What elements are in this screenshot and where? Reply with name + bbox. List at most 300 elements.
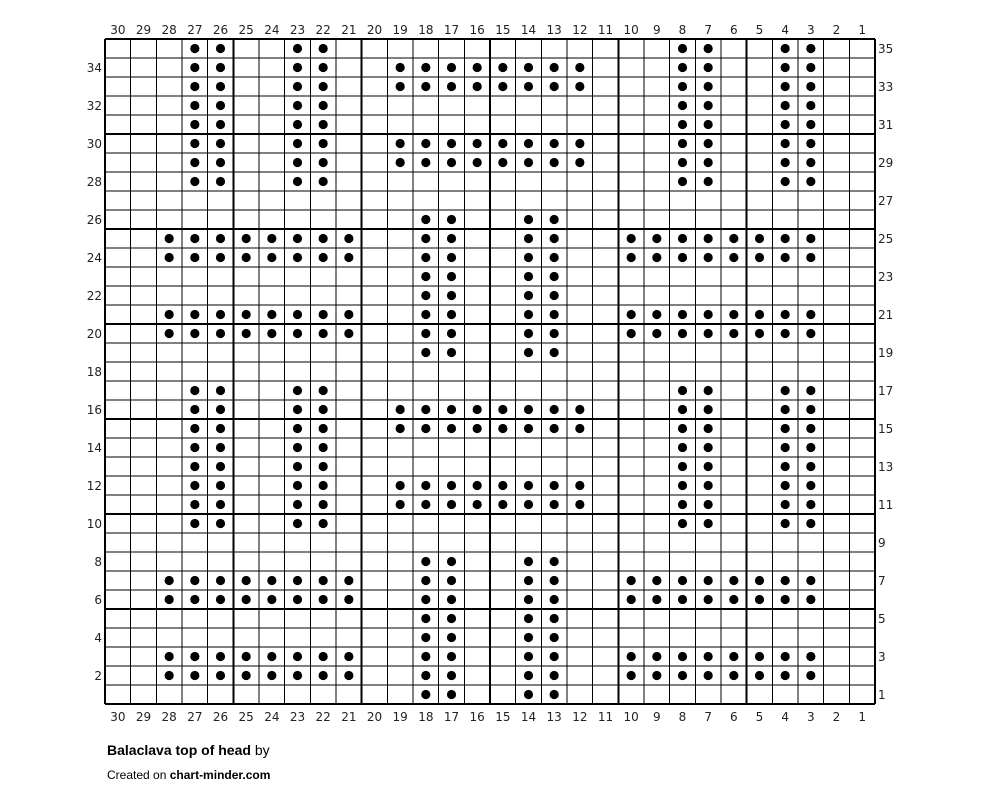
stitch-dot (627, 253, 636, 262)
column-label-top: 12 (572, 23, 588, 37)
stitch-dot (396, 158, 405, 167)
stitch-dot (575, 82, 584, 91)
column-label-top: 18 (418, 23, 434, 37)
stitch-dot (524, 291, 533, 300)
stitch-dot (447, 329, 456, 338)
stitch-dot (781, 671, 790, 680)
stitch-dot (190, 329, 199, 338)
stitch-dot (678, 595, 687, 604)
row-label-right: 1 (878, 688, 886, 702)
stitch-dot (524, 348, 533, 357)
stitch-dot (678, 329, 687, 338)
stitch-dot (524, 614, 533, 623)
stitch-dot (781, 652, 790, 661)
stitch-dot (319, 329, 328, 338)
stitch-dot (652, 253, 661, 262)
created-on-label: Created on (107, 768, 167, 782)
stitch-dot (524, 690, 533, 699)
stitch-dot (165, 310, 174, 319)
stitch-dot (550, 595, 559, 604)
stitch-dot (678, 481, 687, 490)
row-label-right: 3 (878, 650, 886, 664)
stitch-dot (550, 291, 559, 300)
stitch-dot (319, 462, 328, 471)
stitch-dot (806, 595, 815, 604)
row-label-right: 9 (878, 536, 886, 550)
stitch-dot (781, 139, 790, 148)
chart-caption (107, 742, 270, 758)
column-label-bottom: 15 (495, 710, 511, 724)
stitch-dot (319, 576, 328, 585)
column-label-bottom: 19 (392, 710, 408, 724)
stitch-dot (755, 329, 764, 338)
stitch-dot (190, 82, 199, 91)
stitch-dot (678, 139, 687, 148)
stitch-dot (319, 424, 328, 433)
stitch-dot (473, 82, 482, 91)
stitch-dot (319, 101, 328, 110)
stitch-dot (524, 671, 533, 680)
column-label-top: 13 (546, 23, 562, 37)
stitch-dot (652, 310, 661, 319)
row-label-right: 33 (878, 80, 894, 94)
stitch-dot (678, 101, 687, 110)
column-label-bottom: 22 (315, 710, 331, 724)
stitch-dot (678, 310, 687, 319)
stitch-dot (421, 215, 430, 224)
stitch-dot (216, 405, 225, 414)
stitch-dot (190, 44, 199, 53)
stitch-dot (421, 272, 430, 281)
stitch-dot (293, 234, 302, 243)
stitch-dot (550, 652, 559, 661)
stitch-dot (498, 82, 507, 91)
stitch-dot (319, 63, 328, 72)
stitch-dot (473, 63, 482, 72)
stitch-dot (550, 576, 559, 585)
stitch-dot (678, 462, 687, 471)
stitch-dot (242, 310, 251, 319)
stitch-dot (781, 329, 790, 338)
stitch-dot (216, 101, 225, 110)
stitch-dot (678, 443, 687, 452)
stitch-dot (652, 329, 661, 338)
row-label-left: 22 (86, 289, 102, 303)
stitch-dot (550, 614, 559, 623)
column-label-bottom: 10 (623, 710, 639, 724)
stitch-dot (704, 519, 713, 528)
stitch-dot (319, 386, 328, 395)
stitch-dot (216, 595, 225, 604)
stitch-dot (652, 671, 661, 680)
credit-line (107, 768, 270, 782)
stitch-dot (550, 405, 559, 414)
stitch-dot (678, 671, 687, 680)
stitch-dot (293, 120, 302, 129)
column-label-top: 15 (495, 23, 511, 37)
column-label-bottom: 26 (212, 710, 229, 724)
column-label-top: 29 (135, 23, 152, 37)
stitch-dot (190, 424, 199, 433)
stitch-dot (216, 82, 225, 91)
row-label-right: 35 (878, 42, 894, 56)
stitch-dot (447, 253, 456, 262)
stitch-dot (652, 652, 661, 661)
stitch-dot (550, 329, 559, 338)
stitch-dot (678, 120, 687, 129)
row-label-left: 30 (86, 137, 102, 151)
stitch-dot (293, 500, 302, 509)
stitch-dot (498, 158, 507, 167)
stitch-dot (806, 671, 815, 680)
stitch-dot (216, 386, 225, 395)
stitch-dot (293, 652, 302, 661)
stitch-dot (704, 329, 713, 338)
stitch-dot (678, 82, 687, 91)
stitch-dot (421, 405, 430, 414)
stitch-dot (627, 671, 636, 680)
stitch-dot (755, 595, 764, 604)
stitch-dot (242, 652, 251, 661)
stitch-dot (319, 253, 328, 262)
stitch-dot (242, 595, 251, 604)
stitch-dot (524, 633, 533, 642)
stitch-dot (216, 652, 225, 661)
stitch-dot (293, 82, 302, 91)
stitch-dot (524, 63, 533, 72)
row-label-right: 15 (878, 422, 894, 436)
column-label-top: 22 (315, 23, 331, 37)
stitch-dot (293, 158, 302, 167)
stitch-dot (267, 576, 276, 585)
stitch-dot (781, 462, 790, 471)
stitch-dot (242, 234, 251, 243)
stitch-dot (319, 310, 328, 319)
stitch-dot (627, 329, 636, 338)
stitch-dot (575, 158, 584, 167)
stitch-dot (216, 576, 225, 585)
stitch-dot (473, 481, 482, 490)
stitch-dot (781, 234, 790, 243)
stitch-dot (575, 139, 584, 148)
stitch-dot (806, 82, 815, 91)
stitch-dot (473, 158, 482, 167)
stitch-dot (524, 215, 533, 224)
stitch-dot (421, 614, 430, 623)
stitch-dot (396, 500, 405, 509)
stitch-dot (190, 481, 199, 490)
stitch-dot (524, 405, 533, 414)
column-label-bottom: 20 (366, 710, 383, 724)
stitch-dot (729, 671, 738, 680)
stitch-dot (267, 652, 276, 661)
row-label-right: 13 (878, 460, 894, 474)
stitch-dot (165, 671, 174, 680)
stitch-dot (421, 82, 430, 91)
stitch-dot (447, 424, 456, 433)
column-label-top: 21 (341, 23, 357, 37)
stitch-dot (704, 177, 713, 186)
stitch-dot (421, 481, 430, 490)
row-label-left: 32 (86, 99, 102, 113)
stitch-dot (704, 481, 713, 490)
stitch-dot (165, 652, 174, 661)
column-label-top: 14 (520, 23, 537, 37)
stitch-dot (447, 595, 456, 604)
stitch-dot (293, 310, 302, 319)
stitch-dot (396, 63, 405, 72)
stitch-dot (704, 405, 713, 414)
stitch-dot (575, 481, 584, 490)
column-label-bottom: 4 (781, 710, 789, 724)
stitch-dot (216, 329, 225, 338)
stitch-dot (293, 44, 302, 53)
column-label-top: 5 (755, 23, 764, 37)
stitch-dot (652, 234, 661, 243)
stitch-dot (704, 652, 713, 661)
stitch-dot (396, 405, 405, 414)
stitch-dot (319, 234, 328, 243)
site-link[interactable]: chart-minder.com (169, 768, 271, 782)
column-label-bottom: 17 (443, 710, 460, 724)
stitch-dot (421, 234, 430, 243)
stitch-dot (781, 310, 790, 319)
stitch-dot (447, 652, 456, 661)
stitch-dot (524, 272, 533, 281)
stitch-dot (806, 481, 815, 490)
stitch-dot (550, 690, 559, 699)
stitch-dot (319, 500, 328, 509)
stitch-dot (165, 253, 174, 262)
stitch-dot (293, 329, 302, 338)
column-label-bottom: 5 (755, 710, 764, 724)
row-label-left: 4 (94, 631, 102, 645)
stitch-dot (704, 234, 713, 243)
stitch-dot (216, 44, 225, 53)
stitch-dot (447, 671, 456, 680)
stitch-dot (293, 481, 302, 490)
stitch-dot (524, 310, 533, 319)
stitch-dot (319, 671, 328, 680)
stitch-dot (678, 44, 687, 53)
row-label-right: 23 (878, 270, 894, 284)
stitch-dot (267, 234, 276, 243)
stitch-dot (704, 310, 713, 319)
column-label-top: 25 (238, 23, 254, 37)
stitch-dot (319, 519, 328, 528)
column-label-bottom: 7 (704, 710, 712, 724)
column-label-bottom: 11 (597, 710, 614, 724)
stitch-dot (165, 576, 174, 585)
stitch-dot (729, 234, 738, 243)
stitch-dot (447, 405, 456, 414)
stitch-dot (447, 690, 456, 699)
stitch-dot (652, 595, 661, 604)
stitch-dot (806, 177, 815, 186)
stitch-dot (216, 671, 225, 680)
stitch-dot (267, 671, 276, 680)
stitch-dot (678, 576, 687, 585)
stitch-dot (344, 652, 353, 661)
stitch-dot (704, 101, 713, 110)
stitch-dot (498, 500, 507, 509)
stitch-dot (729, 595, 738, 604)
stitch-dot (781, 158, 790, 167)
row-label-right: 21 (878, 308, 894, 322)
stitch-dot (806, 234, 815, 243)
column-label-bottom: 30 (110, 710, 126, 724)
stitch-dot (344, 234, 353, 243)
stitch-dot (806, 519, 815, 528)
stitch-dot (704, 595, 713, 604)
row-label-right: 19 (878, 346, 894, 360)
stitch-dot (806, 44, 815, 53)
stitch-dot (498, 405, 507, 414)
stitch-dot (524, 329, 533, 338)
row-label-right: 7 (878, 574, 886, 588)
stitch-dot (524, 595, 533, 604)
stitch-dot (216, 424, 225, 433)
stitch-dot (729, 310, 738, 319)
row-label-left: 14 (86, 441, 102, 455)
stitch-dot (729, 329, 738, 338)
chart-title: Balaclava top of head (107, 742, 251, 758)
stitch-dot (293, 519, 302, 528)
stitch-dot (319, 652, 328, 661)
row-label-left: 18 (86, 365, 102, 379)
column-label-bottom: 18 (418, 710, 434, 724)
stitch-dot (216, 158, 225, 167)
stitch-dot (781, 120, 790, 129)
stitch-dot (165, 329, 174, 338)
column-label-bottom: 23 (289, 710, 306, 724)
stitch-dot (165, 595, 174, 604)
stitch-dot (344, 329, 353, 338)
stitch-dot (550, 139, 559, 148)
stitch-dot (242, 329, 251, 338)
stitch-dot (781, 481, 790, 490)
stitch-dot (447, 139, 456, 148)
stitch-dot (704, 158, 713, 167)
stitch-dot (678, 652, 687, 661)
stitch-dot (524, 253, 533, 262)
stitch-dot (421, 253, 430, 262)
stitch-dot (447, 500, 456, 509)
stitch-dot (575, 500, 584, 509)
stitch-dot (319, 177, 328, 186)
stitch-dot (447, 272, 456, 281)
stitch-dot (293, 595, 302, 604)
stitch-dot (216, 481, 225, 490)
stitch-dot (652, 576, 661, 585)
column-label-top: 28 (161, 23, 177, 37)
stitch-dot (319, 405, 328, 414)
stitch-dot (729, 253, 738, 262)
stitch-dot (473, 500, 482, 509)
stitch-dot (627, 234, 636, 243)
stitch-dot (806, 443, 815, 452)
stitch-dot (550, 158, 559, 167)
stitch-dot (781, 405, 790, 414)
stitch-dot (190, 443, 199, 452)
column-label-top: 4 (781, 23, 789, 37)
stitch-dot (678, 234, 687, 243)
stitch-dot (627, 595, 636, 604)
column-label-top: 17 (443, 23, 460, 37)
row-label-right: 31 (878, 118, 894, 132)
stitch-dot (190, 63, 199, 72)
row-label-left: 8 (94, 555, 102, 569)
stitch-dot (190, 177, 199, 186)
column-label-bottom: 8 (678, 710, 687, 724)
row-label-left: 2 (94, 669, 102, 683)
stitch-dot (216, 139, 225, 148)
stitch-dot (293, 462, 302, 471)
stitch-dot (806, 329, 815, 338)
stitch-dot (678, 500, 687, 509)
stitch-dot (806, 120, 815, 129)
stitch-dot (704, 44, 713, 53)
column-label-top: 16 (469, 23, 485, 37)
stitch-dot (498, 481, 507, 490)
stitch-dot (344, 671, 353, 680)
stitch-dot (344, 595, 353, 604)
stitch-dot (190, 158, 199, 167)
column-label-top: 8 (678, 23, 687, 37)
stitch-dot (806, 462, 815, 471)
column-label-top: 2 (832, 23, 841, 37)
column-label-bottom: 13 (546, 710, 562, 724)
stitch-dot (550, 82, 559, 91)
row-label-left: 34 (86, 61, 102, 75)
row-label-left: 20 (86, 327, 102, 341)
column-label-bottom: 28 (161, 710, 177, 724)
stitch-dot (781, 63, 790, 72)
stitch-dot (678, 177, 687, 186)
stitch-dot (627, 652, 636, 661)
row-label-left: 28 (86, 175, 102, 189)
stitch-dot (781, 595, 790, 604)
stitch-dot (447, 614, 456, 623)
row-label-right: 29 (878, 156, 894, 170)
stitch-dot (190, 576, 199, 585)
stitch-dot (755, 310, 764, 319)
stitch-dot (575, 63, 584, 72)
stitch-dot (755, 253, 764, 262)
stitch-dot (729, 652, 738, 661)
stitch-dot (704, 671, 713, 680)
stitch-dot (421, 633, 430, 642)
stitch-dot (781, 519, 790, 528)
stitch-dot (550, 424, 559, 433)
stitch-dot (550, 633, 559, 642)
column-label-bottom: 24 (264, 710, 280, 724)
stitch-dot (550, 253, 559, 262)
stitch-dot (421, 690, 430, 699)
stitch-dot (216, 234, 225, 243)
column-label-top: 24 (264, 23, 280, 37)
stitch-dot (447, 310, 456, 319)
column-label-bottom: 29 (135, 710, 152, 724)
stitch-dot (216, 462, 225, 471)
stitch-dot (190, 462, 199, 471)
stitch-dot (755, 576, 764, 585)
stitch-dot (704, 82, 713, 91)
stitch-dot (806, 576, 815, 585)
stitch-dot (781, 253, 790, 262)
author-by-label: by (254, 742, 270, 758)
column-label-bottom: 9 (653, 710, 661, 724)
